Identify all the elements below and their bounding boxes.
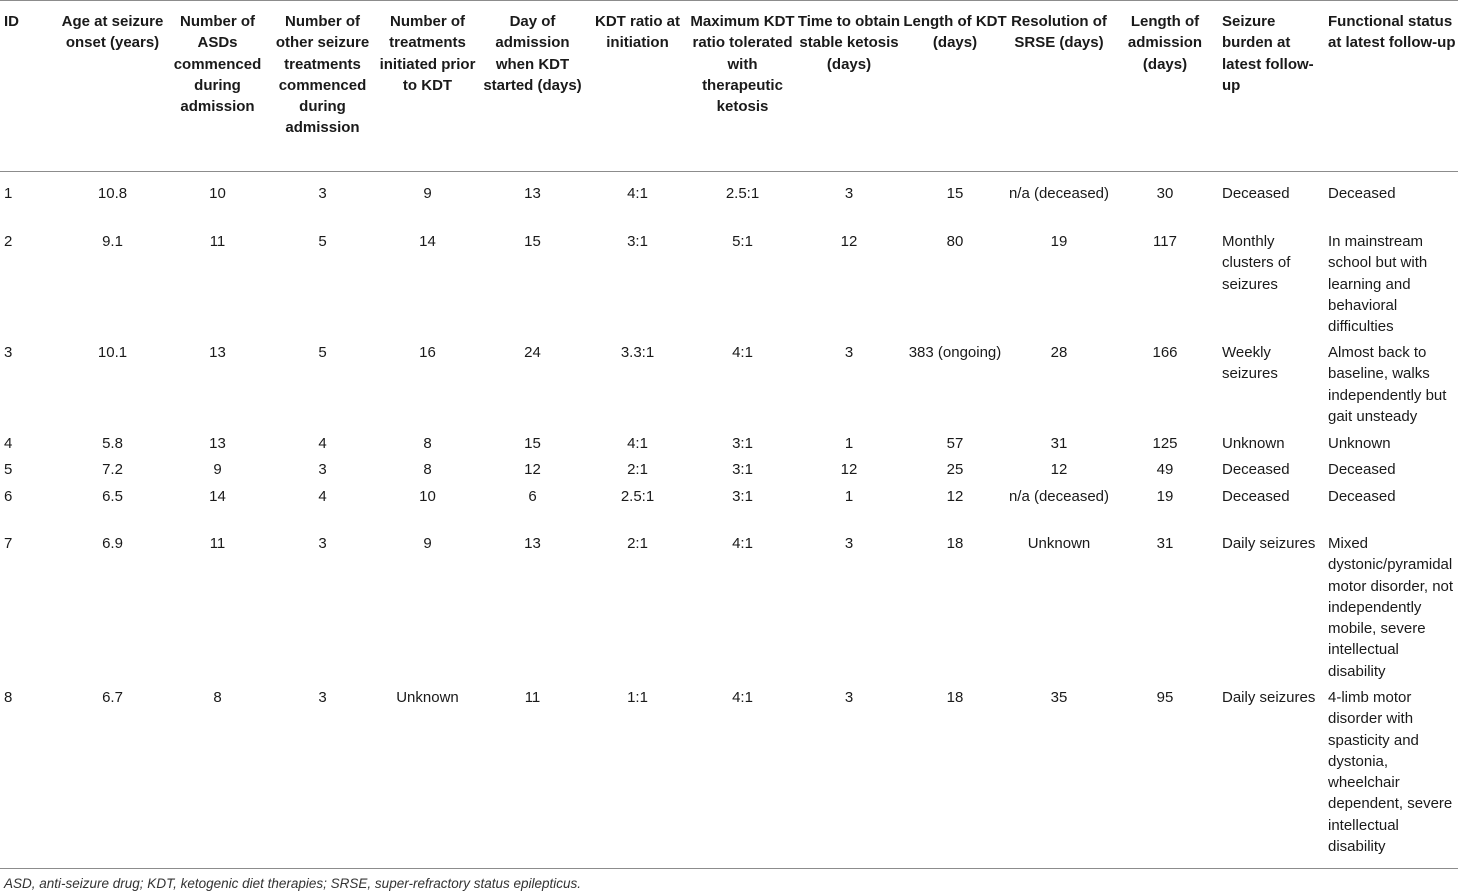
table-cell: 2.5:1	[620, 488, 655, 505]
column-header: Functional status at latest follow-up	[1328, 13, 1456, 52]
table-cell: 5.8	[102, 435, 123, 452]
table-top-rule	[0, 0, 1458, 1]
table-cell: Mixed dystonic/pyramidal motor disorder, not independently mobile, severe intellectual disability	[1328, 535, 1454, 680]
table-cell: 3	[318, 461, 327, 478]
column-header: KDT ratio at initiation	[594, 13, 680, 52]
table-cell: 10.1	[97, 344, 128, 361]
table-cell: 3	[844, 535, 854, 552]
table-cell: 19	[1156, 488, 1174, 505]
table-cell: 11	[209, 535, 226, 552]
table-cell: In mainstream school but with learning and behavioral difficulties	[1328, 233, 1428, 336]
table-cell: 57	[946, 435, 964, 452]
table-cell: 6	[528, 488, 537, 505]
table-cell: 8	[4, 689, 13, 706]
table-cell: Unknown	[1222, 435, 1285, 452]
table-cell: 31	[1156, 535, 1174, 552]
table-cell: 9.1	[102, 233, 123, 250]
table-cell: 13	[524, 535, 541, 552]
table-cell: 4	[318, 435, 327, 452]
table-cell: 9	[213, 461, 222, 478]
column-header: Resolution of SRSE (days)	[1011, 13, 1107, 52]
table-cell: 5:1	[732, 233, 753, 250]
column-header: Day of admission when KDT started (days)	[483, 13, 582, 94]
table-cell: 18	[946, 689, 964, 706]
table-cell: 1	[4, 185, 13, 202]
table-cell: 4:1	[627, 185, 648, 202]
table-cell: Monthly clusters of seizures	[1222, 233, 1291, 293]
column-header: Maximum KDT ratio tolerated with therapeutic ketosis	[690, 13, 795, 116]
table-cell: 24	[524, 344, 541, 361]
table-cell: 18	[946, 535, 964, 552]
table-cell: 3.3:1	[620, 344, 655, 361]
table-cell: 30	[1156, 185, 1174, 202]
table-cell: 4:1	[732, 689, 753, 706]
column-header: Length of KDT (days)	[903, 13, 1007, 52]
table-cell: 4-limb motor disorder with spasticity and dystonia, wheelchair dependent, severe intellectual disability	[1328, 689, 1453, 856]
table-cell: 95	[1156, 689, 1174, 706]
table-cell: n/a (deceased)	[1008, 488, 1110, 505]
table-cell: 6	[4, 488, 13, 505]
table-cell: 35	[1050, 689, 1068, 706]
table-cell: 11	[524, 689, 541, 706]
table-cell: 2:1	[627, 535, 648, 552]
table-cell: Weekly seizures	[1222, 344, 1278, 383]
column-header: Length of admission (days)	[1127, 13, 1203, 73]
table-cell: 12	[1050, 461, 1068, 478]
table-cell: 3:1	[627, 233, 648, 250]
table-footnote: ASD, anti-seizure drug; KDT, ketogenic diet therapies; SRSE, super-refractory status epilepticus.	[4, 876, 582, 891]
table-cell: 2	[4, 233, 13, 250]
table-cell: Deceased	[1328, 488, 1396, 505]
table-cell: 117	[1153, 233, 1177, 250]
table-cell: 12	[840, 233, 858, 250]
table-cell: 10	[209, 185, 226, 202]
table-cell: Unknown	[396, 689, 459, 706]
table-cell: 2:1	[627, 461, 648, 478]
table-cell: 14	[209, 488, 226, 505]
table-cell: 15	[524, 233, 541, 250]
column-header: Number of treatments initiated prior to KDT	[379, 13, 476, 94]
table-cell: 4	[318, 488, 327, 505]
table-cell: n/a (deceased)	[1008, 185, 1110, 202]
table-cell: 3:1	[732, 488, 753, 505]
table-cell: 4:1	[732, 535, 753, 552]
table-cell: 6.5	[102, 488, 123, 505]
table-cell: Deceased	[1328, 185, 1396, 202]
table-cell: 11	[209, 233, 226, 250]
header-bottom-rule	[0, 171, 1458, 172]
table-cell: 1	[844, 488, 854, 505]
table-cell: 4:1	[732, 344, 753, 361]
table-cell: 19	[1050, 233, 1068, 250]
table-cell: 3	[318, 535, 327, 552]
table-bottom-rule	[0, 868, 1458, 869]
column-header: Number of other seizure treatments commenced during admission	[275, 13, 370, 137]
table-cell: 10.8	[97, 185, 128, 202]
table-cell: 1	[844, 435, 854, 452]
table-cell: 5	[318, 233, 327, 250]
table-cell: 8	[423, 435, 432, 452]
table-cell: 3	[318, 185, 327, 202]
table-cell: 3	[844, 185, 854, 202]
table-cell: 5	[318, 344, 327, 361]
table-cell: 166	[1152, 344, 1178, 361]
column-header: Number of ASDs commenced during admission	[173, 13, 262, 116]
table-cell: 1:1	[627, 689, 648, 706]
table-cell: 12	[946, 488, 964, 505]
table-cell: 25	[946, 461, 964, 478]
table-cell: Deceased	[1222, 461, 1290, 478]
column-header: Seizure burden at latest follow-up	[1222, 13, 1314, 94]
table-cell: 3	[318, 689, 327, 706]
table-cell: 3	[4, 344, 13, 361]
table-cell: 31	[1050, 435, 1068, 452]
table-cell: 28	[1050, 344, 1068, 361]
table-cell: 7.2	[102, 461, 123, 478]
table-cell: 12	[524, 461, 541, 478]
table-cell: 9	[423, 535, 432, 552]
table-cell: 4:1	[627, 435, 648, 452]
table-cell: 13	[524, 185, 541, 202]
table-cell: Deceased	[1328, 461, 1396, 478]
table-cell: 6.7	[102, 689, 123, 706]
table-cell: 7	[4, 535, 13, 552]
column-header: Time to obtain stable ketosis (days)	[797, 13, 901, 73]
table-cell: 16	[419, 344, 436, 361]
table-cell: Daily seizures	[1222, 689, 1316, 706]
table-cell: 80	[946, 233, 964, 250]
table-cell: 14	[419, 233, 436, 250]
table-cell: Deceased	[1222, 185, 1290, 202]
table-cell: Unknown	[1027, 535, 1091, 552]
table-cell: 4	[4, 435, 13, 452]
table-cell: 3:1	[732, 461, 753, 478]
table-cell: 15	[946, 185, 964, 202]
table-cell: Daily seizures	[1222, 535, 1316, 552]
table-header-row	[0, 11, 1458, 171]
table-cell: 125	[1152, 435, 1178, 452]
table-cell: 6.9	[102, 535, 123, 552]
table-cell: 13	[209, 344, 226, 361]
table-cell: 383 (ongoing)	[908, 344, 1002, 361]
table-cell: 8	[213, 689, 222, 706]
table-cell: 5	[4, 461, 13, 478]
table-cell: Deceased	[1222, 488, 1290, 505]
table-cell: 2.5:1	[725, 185, 760, 202]
table-cell: 10	[419, 488, 436, 505]
table-cell: 15	[524, 435, 541, 452]
table-cell: 3:1	[732, 435, 753, 452]
table-cell: 12	[840, 461, 858, 478]
table-cell: Almost back to baseline, walks independently but gait unsteady	[1328, 344, 1447, 425]
table-cell: Unknown	[1328, 435, 1391, 452]
table-cell: 9	[423, 185, 432, 202]
table-cell: 3	[844, 344, 854, 361]
column-header: ID	[4, 13, 19, 30]
table-cell: 49	[1156, 461, 1174, 478]
column-header: Age at seizure onset (years)	[61, 13, 164, 52]
table-cell: 13	[209, 435, 226, 452]
table-cell: 8	[423, 461, 432, 478]
table-cell: 3	[844, 689, 854, 706]
